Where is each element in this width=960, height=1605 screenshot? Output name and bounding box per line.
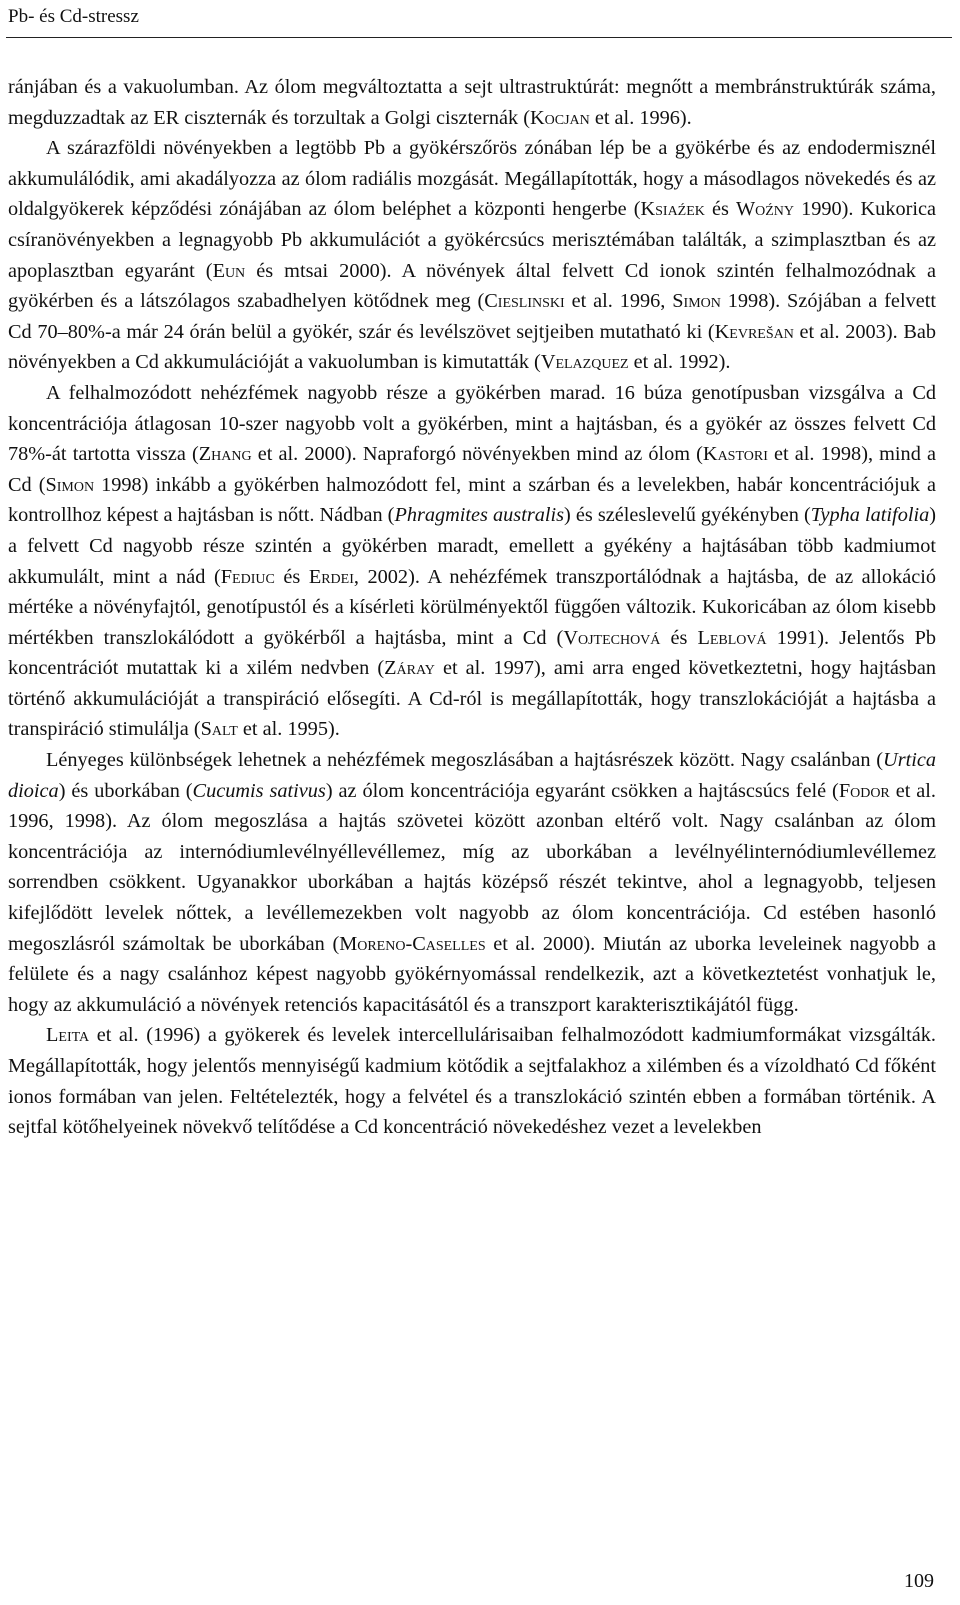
- text-run: et al. 1996, 1998). Az ólom megoszlása a hajtás szövetei között azonban eltérő volt. Nagy csalánban az ólom koncentrációja az internódiumlevélnyéllevéllemez, míg az uborkában a levélnyélinternódiumlevéllemez sorrendben csökkent. Ugyanakkor uborkában a hajtás középső részét tekintve, ahol a legnagyobb, teljesen kifejlődött levelek nőttek, a levéllemezekben volt nagyobb az ólom koncentrációja. Cd estében hasonló megoszlásról számoltak be uborkában (: [8, 779, 936, 955]
- author-name: Fodor: [838, 779, 890, 802]
- text-run: et al. 1992).: [628, 351, 731, 374]
- text-run: és: [660, 626, 698, 649]
- text-run: , 2002). A nehézfémek transzportálódnak a hajtásba, de az allokáció mértéke a növényfajtól, genotípustól és a kísérleti körülményektől függően változik. Kukoricában az ólom kisebb mértékben transzlokálódott a gyökérből a hajtásba, mint a Cd (: [8, 565, 936, 649]
- paragraph-3: [8, 745, 936, 1020]
- text-run: A felhalmozódott nehézfémek nagyobb része a gyökérben marad. 16 búza genotípusban vizsgálva a Cd koncentrációja átlagosan 10-szer nagyobb volt a gyökérben, mint a hajtásban, és a gyökér az összes felvett Cd 78%-át tartotta vissza (: [8, 381, 936, 466]
- author-name: Leblová: [697, 626, 767, 649]
- author-name: Moreno-Caselles: [339, 932, 486, 955]
- text-run: ) és uborkában (: [58, 779, 193, 802]
- page-number: 109: [904, 1570, 934, 1592]
- author-name: Kocjan: [530, 106, 590, 129]
- author-name: Eun: [212, 259, 246, 282]
- author-name: Simon: [672, 290, 721, 313]
- text-run: et al. 2003). Bab növényekben a Cd akkumulációját a vakuolumban is kimutatták (: [8, 320, 936, 374]
- author-name: Kastori: [702, 443, 768, 466]
- paragraph-1: [8, 133, 936, 378]
- text-run: Lényeges különbségek lehetnek a nehézfémek megoszlásában a hajtásrészek között. Nagy csalánban (: [46, 749, 884, 772]
- paragraph-0: [8, 72, 936, 133]
- text-run: ) és széleslevelű gyékényben (: [564, 504, 811, 527]
- author-name: Simon: [45, 473, 95, 496]
- body-text: [8, 72, 936, 1143]
- paragraph-2: [8, 378, 936, 745]
- species-name: Phragmites australis: [394, 504, 565, 527]
- text-run: et al. 1995).: [237, 718, 340, 741]
- text-run: et al. 2000). Napraforgó növényekben mind az ólom (: [251, 443, 703, 466]
- text-run: et al. 1996,: [564, 290, 673, 313]
- text-run: et al. 1996).: [589, 106, 692, 129]
- text-run: és mtsai 2000). A növények által felvett Cd ionok szintén felhalmozódnak a gyökérben és a látszólagos szabadhelyen kötődnek meg (: [8, 259, 936, 313]
- text-run: et al. 1998), mind a Cd (: [8, 443, 936, 496]
- author-name: Cieslinski: [484, 290, 565, 313]
- text-run: ) az ólom koncentrációja egyaránt csökken a hajtáscsúcs felé (: [325, 779, 839, 802]
- species-name: Cucumis sativus: [192, 779, 326, 802]
- author-name: Erdei: [308, 565, 354, 588]
- author-name: Leita: [46, 1024, 90, 1047]
- author-name: Salt: [200, 718, 238, 741]
- species-name: Typha latifolia: [810, 504, 930, 527]
- species-name: Urtica dioica: [8, 749, 936, 802]
- text-run: et al. 1997), ami arra enged következtetni, hogy hajtásban történő akkumulációját a transpiráció elősegíti. A Cd-ról is megállapították, hogy transzlokációját a hajtásba a transpiráció stimulálja (: [8, 657, 936, 741]
- text-run: 1998) inkább a gyökérben halmozódott fel, mint a szárban és a levelekben, habár koncentrációjuk a kontrollhoz képest a hajtásban is nőtt. Nádban (: [8, 473, 936, 527]
- text-run: és: [274, 565, 309, 588]
- text-run: et al. 2000). Miután az uborka leveleinek nagyobb a felülete és a nagy csalánhoz képest nagyobb gyökérnyomással rendelkezik, azt a következtetést vonhatjuk le, hogy az akkumuláció a növények retenciós kapacitásától és a transzport karakterisztikájától függ.: [8, 932, 937, 1016]
- author-name: Woźny: [735, 198, 794, 221]
- text-run: 1991). Jelentős Pb koncentrációt mutattak ki a xilém nedvben (: [8, 626, 936, 680]
- header-rule: [6, 37, 952, 38]
- author-name: Ksiaźek: [640, 198, 705, 221]
- author-name: Kevrešan: [714, 320, 794, 343]
- running-title: Pb- és Cd-stressz: [8, 6, 139, 27]
- author-name: Zhang: [198, 443, 252, 466]
- text-run: ) a felvett Cd nagyobb része szintén a gyökérben maradt, emellett a gyékény a hajtásában több kadmiumot akkumulált, mint a nád (: [8, 504, 937, 588]
- author-name: Záray: [384, 657, 435, 680]
- text-run: ránjában és a vakuolumban. Az ólom megváltoztatta a sejt ultrastruktúrát: megnőtt a membránstruktúrák száma, megduzzadtak az ER ciszternák és torzultak a Golgi ciszternák (: [8, 76, 936, 129]
- paragraph-4: [8, 1020, 936, 1142]
- author-name: Velazquez: [540, 351, 629, 374]
- author-name: Fediuc: [220, 565, 275, 588]
- text-run: A szárazföldi növényekben a legtöbb Pb a gyökérszőrös zónában lép be a gyökérbe és az endodermisznél akkumulálódik, ami akadályozza az ólom radiális mozgását. Megállapították, hogy a másodlagos növekedés és az oldalgyökerek képződési zónájában az ólom beléphet a központi hengerbe (: [8, 137, 936, 221]
- text-run: 1998). Szójában a felvett Cd 70–80%-a már 24 órán belül a gyökér, szár és levélszövet sejtjeiben mutatható ki (: [8, 290, 936, 343]
- text-run: 1990). Kukorica csíranövényekben a legnagyobb Pb akkumulációt a gyökércsúcs merisztémában találták, a szimplasztban és az apoplasztban egyaránt (: [8, 198, 936, 282]
- author-name: Vojtechová: [563, 626, 661, 649]
- text-run: et al. (1996) a gyökerek és levelek intercellulárisaiban felhalmozódott kadmiumformákat vizsgálták. Megállapították, hogy jelentős mennyiségű kadmium kötődik a sejtfalakhoz a xilémben és a vízoldható Cd főként ionos formában van jelen. Feltételezték, hogy a felvétel és a transzlokáció szintén ebben a formában történik. A sejtfal kötőhelyeinek növekvő telítődése a Cd koncentráció növekedéshez vezet a levelekben: [8, 1024, 936, 1139]
- text-run: és: [704, 198, 736, 221]
